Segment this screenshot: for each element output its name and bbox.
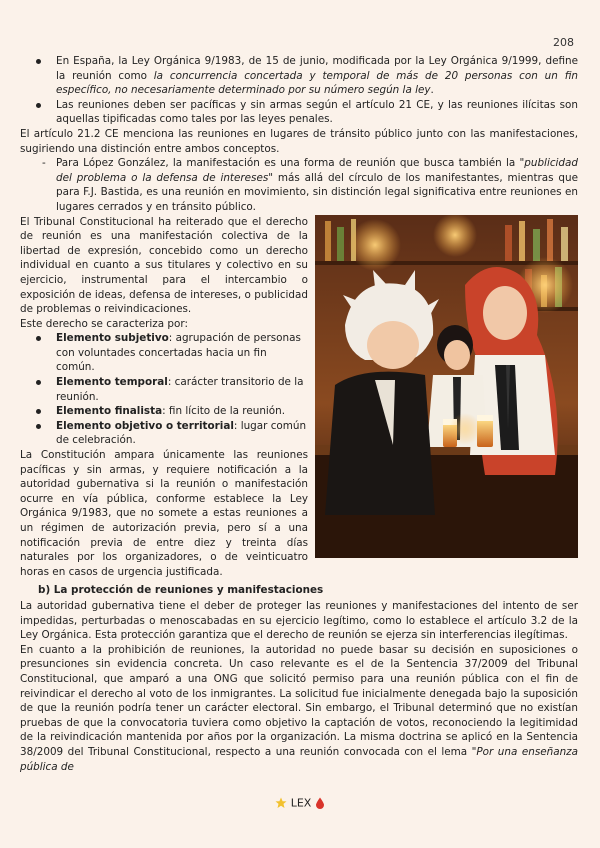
dash-item-tail: " más allá del círculo de los manifestantes, mientras que para F.J. Bastida, es una reunión en movimiento, sin distinción legal significativa entre reuniones en lugares cerrados y en tránsito público. <box>56 171 578 213</box>
element-item <box>56 419 308 448</box>
bullet-tail: . <box>430 84 434 97</box>
element-label: Elemento temporal <box>56 376 168 389</box>
paragraph-tribunal: El Tribunal Constitucional ha reiterado que el derecho de reunión es una manifestación colectiva de la libertad de expresión, concebido como un derecho individual en cuanto a sus titulares y colectivo en su ejercicio, instrumental para el intercambio o exposición de ideas, defensa de intereses, o publicidad de problemas o reivindicaciones. <box>20 215 308 316</box>
star-icon <box>275 797 287 809</box>
section-title: b) La protección de reuniones y manifestaciones <box>38 584 324 597</box>
paragraph-prohibition <box>20 643 578 774</box>
top-bullet-list <box>20 54 578 127</box>
prohibition-italic: Por una enseñanza pública de <box>20 745 578 773</box>
element-text: : lugar común de celebración. <box>56 419 307 447</box>
illustration-svg <box>315 215 578 558</box>
element-text: : fin lícito de la reunión. <box>162 405 286 418</box>
bullet-item <box>56 54 578 98</box>
drop-shape <box>316 798 324 810</box>
dash-item-italic: publicidad del problema o la defensa de intereses <box>56 157 578 184</box>
bullet-text: En España, la Ley Orgánica 9/1983, de 15 de junio, modificada por la Ley Orgánica 9/1999, define la reunión como <box>56 55 578 82</box>
elements-list <box>20 331 308 448</box>
document-body <box>20 54 578 774</box>
paragraph-protection: La autoridad gubernativa tiene el deber de proteger las reuniones y manifestaciones del intento de ser impedidas, perturbadas o menoscabadas en su ejercicio legítimo, como lo establece el artículo 3.2 de la Ley Orgánica. Esta protección garantiza que el derecho de reunión se ejerza sin interferencias ilegítimas. <box>20 599 578 642</box>
dash-item-text: Para López González, la manifestación es una forma de reunión que busca también la " <box>56 157 525 170</box>
dash-item <box>20 156 578 214</box>
element-item <box>56 404 308 419</box>
bullet-italic-text: la concurrencia concertada y temporal de más de 20 personas con un fin específico, no necesariamente determinado por su número según la ley <box>56 69 578 97</box>
bar-scene-illustration <box>315 215 578 558</box>
element-label: Elemento subjetivo <box>56 332 169 345</box>
footer-logo-text: LEX <box>290 796 312 810</box>
element-item <box>56 331 308 375</box>
bullet-item <box>56 98 578 127</box>
element-text: : carácter transitorio de la reunión. <box>56 376 304 403</box>
prohibition-text: En cuanto a la prohibición de reuniones, la autoridad no puede basar su decisión en suposiciones o presunciones sin evidencia concreta. Un caso relevante es el de la Sentencia 37/2009 del Tribunal Constitucional, que amparó a una ONG que solicitó permiso para una reunión pública con el fin de reivindicar el derecho al voto de los inmigrantes. La solicitud fue inicialmente denegada bajo la suposición de que la reunión podría tener un carácter electoral. Sin embargo, el Tribunal determinó que no existían pruebas de que la convocatoria tuviera como objetivo la captación de votos, reconociendo la legitimidad de la reivindicación mantenida por años por la organización. La misma doctrina se aplicó en la Sentencia 38/2009 del Tribunal Constitucional, respecto a una reunión convocada con el lema " <box>20 643 578 758</box>
element-text: : agrupación de personas con voluntades concertadas hacia un fin común. <box>56 332 301 374</box>
bullet-text: Las reuniones deben ser pacíficas y sin armas según el artículo 21 CE, y las reuniones ilícitas son aquellas tipificadas como tales por las leyes penales. <box>56 98 578 126</box>
two-column-section <box>20 215 578 580</box>
star-shape <box>276 798 287 809</box>
characterized-by-text: Este derecho se caracteriza por: <box>20 317 188 330</box>
left-column <box>20 215 308 580</box>
drop-icon <box>315 797 325 809</box>
element-item <box>56 375 308 404</box>
paragraph-constitution: La Constitución ampara únicamente las reuniones pacíficas y sin armas, y requiere notificación a la autoridad gubernativa si la reunión o manifestación ocurre en vía pública, conforme establece la Ley Orgánica 9/1983, que no somete a estas reuniones a un régimen de autorización previa, pero sí a una notificación previa de entre diez y treinta días naturales por los organizadores, o de veinticuatro horas en casos de urgencia justificada. <box>20 449 308 578</box>
page-number: 208 <box>553 36 574 49</box>
element-label: Elemento objetivo o territorial <box>56 419 234 432</box>
footer <box>0 796 600 810</box>
paragraph-21-2: El artículo 21.2 CE menciona las reuniones en lugares de tránsito público junto con las manifestaciones, sugiriendo una distinción entre ambos conceptos. <box>20 127 578 155</box>
element-label: Elemento finalista <box>56 405 163 418</box>
